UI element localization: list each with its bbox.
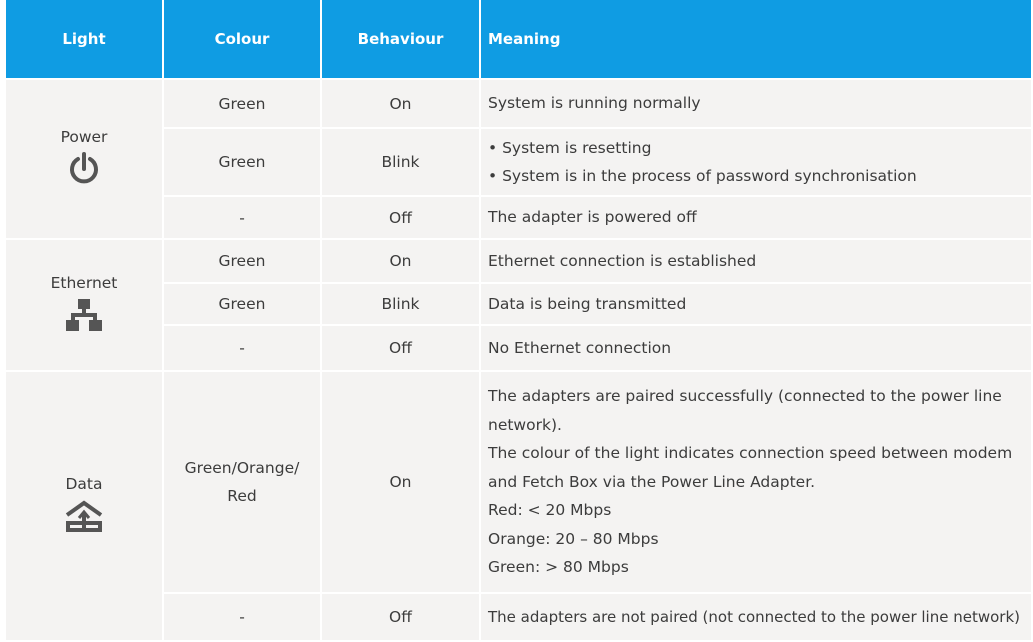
behaviour-cell: On <box>322 372 481 594</box>
led-status-table <box>6 0 1031 642</box>
light-cell-data <box>6 372 164 642</box>
colour-cell: - <box>164 594 322 642</box>
behaviour-cell: Blink <box>322 284 481 326</box>
meaning-line: The adapter is powered off <box>488 208 697 227</box>
meaning-line: System is running normally <box>488 94 701 113</box>
behaviour-cell: Blink <box>322 129 481 197</box>
meaning-line: network). <box>488 415 562 434</box>
meaning-line: The adapters are not paired (not connected to the power line network) <box>488 607 1020 626</box>
behaviour-cell: Off <box>322 197 481 240</box>
colour-cell: Green <box>164 129 322 197</box>
table-row <box>6 372 1031 594</box>
power-icon <box>68 152 100 186</box>
colour-line: Red <box>227 487 257 505</box>
header-row <box>6 0 1031 80</box>
meaning-cell <box>481 594 1031 642</box>
meaning-line: Red: < 20 Mbps <box>488 501 612 520</box>
colour-line: Green/Orange/ <box>184 459 300 477</box>
meaning-line: The adapters are paired successfully (connected to the power line <box>488 387 1002 406</box>
behaviour-cell: On <box>322 80 481 129</box>
light-label-power: Power <box>60 128 108 146</box>
meaning-cell <box>481 326 1031 372</box>
behaviour-cell: Off <box>322 326 481 372</box>
meaning-line: and Fetch Box via the Power Line Adapter. <box>488 472 816 491</box>
colour-cell: Green <box>164 284 322 326</box>
meaning-line: Data is being transmitted <box>488 294 687 313</box>
light-cell-power <box>6 80 164 240</box>
header-behaviour: Behaviour <box>322 0 481 80</box>
light-label-ethernet: Ethernet <box>50 274 118 292</box>
header-colour: Colour <box>164 0 322 80</box>
header-meaning: Meaning <box>481 0 1031 80</box>
meaning-line: Orange: 20 – 80 Mbps <box>488 529 659 548</box>
meaning-cell <box>481 284 1031 326</box>
light-label-data: Data <box>65 475 103 493</box>
meaning-cell <box>481 240 1031 284</box>
colour-cell: - <box>164 197 322 240</box>
table-row <box>6 240 1031 284</box>
behaviour-cell: On <box>322 240 481 284</box>
meaning-cell <box>481 372 1031 594</box>
light-cell-ethernet <box>6 240 164 372</box>
meaning-line: Ethernet connection is established <box>488 251 757 270</box>
meaning-cell <box>481 129 1031 197</box>
colour-cell: Green <box>164 240 322 284</box>
meaning-line: Green: > 80 Mbps <box>488 558 629 577</box>
header-light: Light <box>6 0 164 80</box>
colour-cell: - <box>164 326 322 372</box>
meaning-line: • System is in the process of password synchronisation <box>488 167 917 185</box>
colour-cell <box>164 372 322 594</box>
meaning-cell <box>481 197 1031 240</box>
home-network-icon <box>64 499 104 533</box>
meaning-cell <box>481 80 1031 129</box>
meaning-line: • System is resetting <box>488 138 652 157</box>
meaning-line: No Ethernet connection <box>488 338 672 357</box>
colour-cell: Green <box>164 80 322 129</box>
ethernet-icon <box>65 298 103 332</box>
table-row <box>6 80 1031 129</box>
behaviour-cell: Off <box>322 594 481 642</box>
meaning-line: The colour of the light indicates connection speed between modem <box>488 444 1013 463</box>
